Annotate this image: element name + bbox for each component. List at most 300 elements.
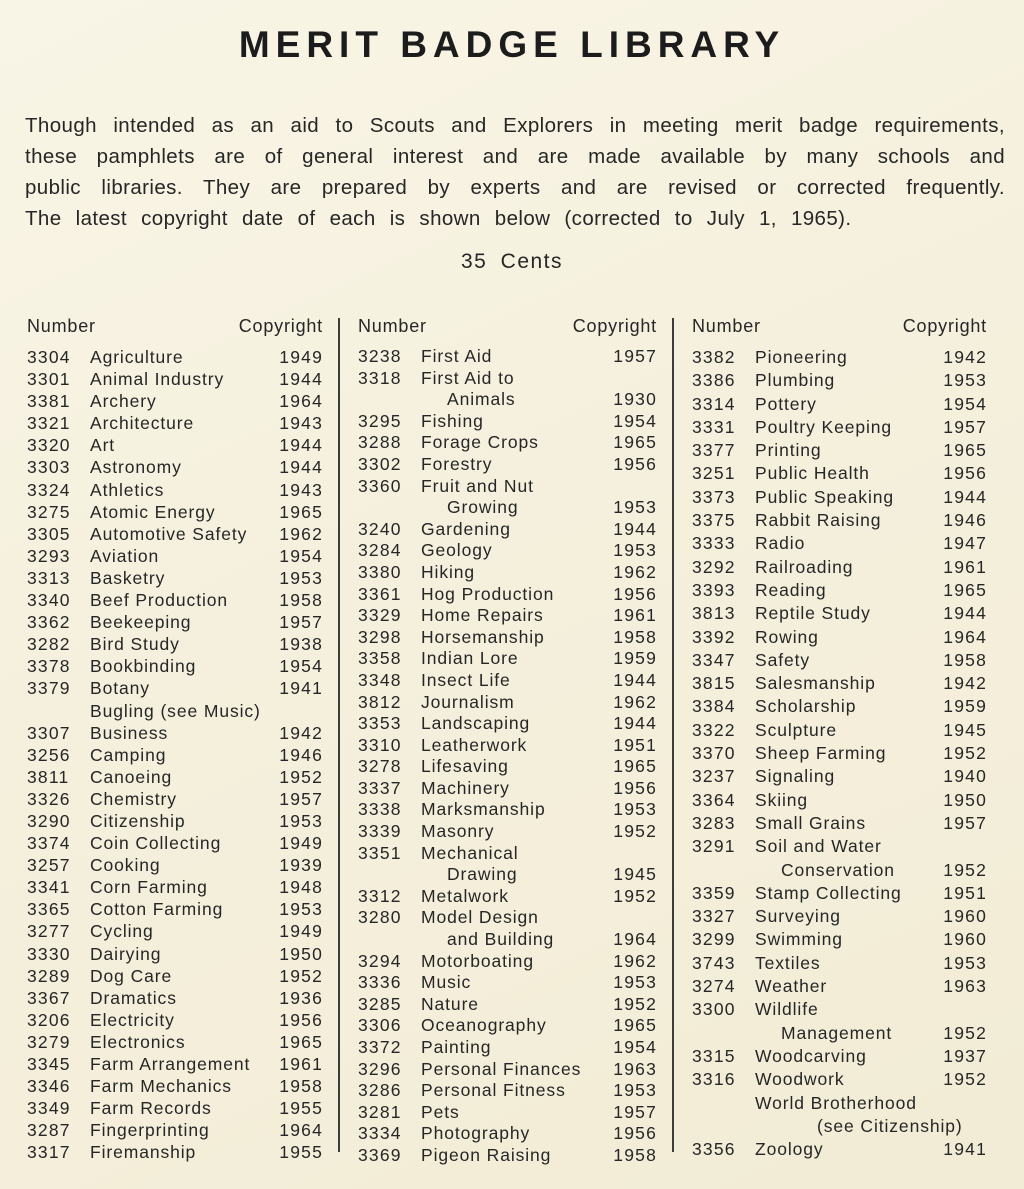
badge-name: Conservation [781,859,895,880]
badge-number [358,389,421,411]
badge-number: 3338 [358,799,402,820]
table-row [692,439,987,462]
price-label: 35 Cents [460,250,564,273]
badge-year: 1941 [279,678,323,699]
badge-year: 1962 [613,950,657,971]
table-row [692,579,987,602]
badge-year: 1930 [613,389,657,410]
table-row [27,700,323,722]
column-header-number: Number [692,316,761,336]
badge-year: 1953 [613,1080,657,1101]
badge-year: 1951 [943,882,987,903]
badge-number: 3348 [358,669,402,690]
table-row [692,765,987,788]
badge-name: Bird Study [90,634,180,655]
table-row [692,346,987,369]
table-row [358,432,657,454]
badge-year: 1950 [279,943,323,964]
table-row [358,389,657,411]
badge-number [27,700,90,722]
badge-number: 3288 [358,432,402,453]
badge-year: 1942 [943,673,987,694]
badge-year: 1949 [279,347,323,367]
badge-number: 3360 [358,475,402,496]
badge-name: Farm Records [90,1098,212,1119]
badge-number: 3347 [692,649,736,670]
badge-year: 1952 [613,993,657,1014]
badge-year: 1944 [943,486,987,507]
badge-year: 1944 [279,369,323,390]
page-title: MERIT BADGE LIBRARY [238,24,786,65]
badge-name: Motorboating [421,950,534,971]
badge-number [692,1115,755,1138]
badge-number: 3320 [27,435,71,456]
badge-year: 1965 [943,440,987,461]
badge-year: 1965 [943,579,987,600]
table-row [692,812,987,835]
badge-number: 3237 [692,766,736,787]
badge-year: 1951 [613,734,657,755]
table-row [358,519,657,541]
badge-number: 3373 [692,486,736,507]
badge-name: Botany [90,678,150,699]
badge-year: 1965 [279,501,323,522]
badge-name: Drawing [447,864,518,885]
badge-name: Pigeon Raising [421,1144,552,1165]
badge-number: 3278 [358,756,402,777]
column-header-number: Number [27,316,96,336]
badge-name: Textiles [755,952,821,973]
badge-number: 3292 [692,556,736,577]
badge-year: 1953 [613,497,657,518]
table-row [27,655,323,677]
table-row [358,821,657,843]
table-row [27,523,323,545]
badge-name: Gardening [421,518,511,539]
badge-year: 1956 [279,1009,323,1030]
badge-name: Dairying [90,943,162,964]
badge-number: 3330 [27,943,71,964]
badge-year: 1952 [279,766,323,787]
badge-name: Sculpture [755,719,838,740]
badge-name: Music [421,972,472,993]
table-row [692,602,987,625]
table-row [692,998,987,1021]
badge-year: 1957 [279,612,323,633]
column-rows [27,346,323,1163]
badge-number: 3315 [692,1045,736,1066]
badge-name: Model Design [421,907,539,928]
badge-number: 3301 [27,369,71,390]
table-row [358,476,657,498]
badge-name: Athletics [90,479,165,500]
badge-year: 1944 [613,518,657,539]
badge-name: Cotton Farming [90,899,224,920]
badge-number: 3380 [358,561,402,582]
badge-name: Reptile Study [755,603,871,624]
table-row [692,1092,987,1115]
table-row [692,882,987,905]
badge-name: Rowing [755,626,819,647]
badge-number [692,1022,755,1045]
badge-number: 3284 [358,540,402,561]
table-row [27,898,323,920]
badge-name: Railroading [755,556,854,577]
table-row [27,589,323,611]
badge-year: 1952 [943,1069,987,1090]
table-row [358,756,657,778]
badge-number: 3275 [27,501,71,522]
badge-number: 3362 [27,612,71,633]
badge-name: Coin Collecting [90,833,222,854]
badge-number: 3299 [692,929,736,950]
badge-name: First Aid to [421,367,515,388]
badge-year: 1944 [279,457,323,478]
badge-year: 1937 [943,1045,987,1066]
badge-year: 1959 [613,648,657,669]
table-row [692,928,987,951]
table-row [358,497,657,519]
badge-year: 1954 [279,656,323,677]
badge-number [692,859,755,882]
table-row [358,584,657,606]
badge-year: 1952 [943,859,987,880]
badge-year: 1954 [613,1037,657,1057]
badge-number: 3374 [27,833,71,854]
badge-number: 3240 [358,518,402,539]
badge-number: 3304 [27,347,71,367]
badge-number: 3293 [27,545,71,566]
badge-name: Firemanship [90,1142,197,1163]
badge-year: 1958 [613,1144,657,1165]
badge-year: 1964 [279,1120,323,1141]
badge-name: Bookbinding [90,656,197,677]
badge-year: 1953 [279,810,323,831]
badge-year: 1960 [943,929,987,950]
badge-number: 3256 [27,744,71,765]
badge-name: Astronomy [90,457,182,478]
badge-number: 3295 [358,410,402,431]
badge-year: 1965 [613,756,657,777]
table-row [692,719,987,742]
badge-name: Pioneering [755,347,848,367]
badge-number: 3377 [692,440,736,461]
badge-year: 1953 [943,952,987,973]
badge-name: Machinery [421,777,510,798]
badge-name: Public Speaking [755,486,894,507]
badge-number: 3378 [27,656,71,677]
badge-year: 1952 [943,743,987,764]
badge-number: 3333 [692,533,736,554]
table-row [358,454,657,476]
badge-year: 1964 [943,626,987,647]
badge-name: Cooking [90,855,161,876]
badge-number: 3277 [27,921,71,942]
badge-year: 1946 [943,510,987,531]
badge-year: 1953 [279,567,323,588]
badge-year: 1952 [943,1022,987,1043]
badge-year: 1949 [279,921,323,942]
table-row [692,1045,987,1068]
column-rows [692,346,987,1161]
badge-number: 3316 [692,1069,736,1090]
badge-number: 3353 [358,713,402,734]
badge-number: 3356 [692,1139,736,1160]
table-row [358,540,657,562]
badge-name: Landscaping [421,713,531,734]
table-row [27,1009,323,1031]
badge-number: 3359 [692,882,736,903]
badge-number: 3310 [358,734,402,755]
badge-name: Insect Life [421,669,511,690]
table-row [358,886,657,908]
table-row [692,859,987,882]
badge-name: Pottery [755,393,817,414]
badge-name: Reading [755,579,827,600]
table-row [27,346,323,368]
table-row [358,346,657,368]
badge-year: 1965 [613,1015,657,1036]
table-row [27,479,323,501]
badge-year: 1954 [613,410,657,431]
badge-year: 1945 [943,719,987,740]
table-row [27,1141,323,1163]
table-row [27,677,323,699]
badge-year: 1945 [613,864,657,885]
intro-line: The latest copyright date of each is shown below (corrected to July 1, 1965). [25,207,852,230]
table-row [692,626,987,649]
table-row [27,788,323,810]
column-header-copyright: Copyright [238,316,323,336]
table-column-right [674,316,1024,1161]
table-row [692,695,987,718]
table-row [692,509,987,532]
badge-number: 3286 [358,1080,402,1101]
badge-year: 1961 [279,1054,323,1074]
badge-year: 1958 [279,590,323,611]
badge-name: Surveying [755,906,841,927]
table-row [27,567,323,589]
badge-year [605,907,657,929]
badge-year: 1948 [279,877,323,898]
badge-name: Oceanography [421,1015,547,1036]
badge-year: 1952 [613,885,657,906]
badge-name: Citizenship [90,810,186,831]
badge-table [0,316,1024,1167]
badge-year: 1944 [613,713,657,734]
badge-name: Corn Farming [90,877,208,898]
badge-number [692,1092,755,1115]
badge-year: 1946 [279,744,323,765]
table-row [692,416,987,439]
badge-number: 3312 [358,885,402,906]
table-row [27,390,323,412]
badge-name: Personal Finances [421,1058,582,1079]
badge-year [605,368,657,390]
table-row [692,1138,987,1161]
badge-number: 3393 [692,579,736,600]
badge-name: Bugling (see Music) [90,700,261,721]
badge-name: Fruit and Nut [421,475,534,496]
table-row [27,965,323,987]
badge-name: Electronics [90,1031,186,1052]
badge-number: 3291 [692,836,736,857]
badge-year: 1963 [943,976,987,997]
badge-number: 3392 [692,626,736,647]
badge-year: 1941 [943,1139,987,1160]
badge-number: 3815 [692,673,736,694]
table-row [27,1075,323,1097]
badge-name: Lifesaving [421,756,509,777]
badge-number: 3274 [692,976,736,997]
badge-name: Farm Mechanics [90,1076,232,1097]
badge-number: 3337 [358,777,402,798]
badge-year: 1952 [613,821,657,842]
intro-line: public libraries. They are prepared by experts and are revised or corrected frequently. [25,176,1005,199]
badge-number: 3238 [358,346,402,366]
badge-year: 1956 [613,1123,657,1144]
badge-name: Journalism [421,691,515,712]
table-row [692,532,987,555]
badge-year: 1957 [943,416,987,437]
table-row [358,1059,657,1081]
badge-name: Dog Care [90,965,173,986]
badge-year: 1955 [279,1098,323,1119]
table-row [27,456,323,478]
table-row [27,501,323,523]
badge-name: Woodcarving [755,1045,867,1066]
table-row [27,987,323,1009]
badge-number: 3257 [27,855,71,876]
badge-year: 1958 [279,1076,323,1097]
badge-number: 3334 [358,1123,402,1144]
table-row [27,633,323,655]
badge-year: 1953 [943,370,987,391]
column-rows [358,346,657,1167]
badge-name: Safety [755,649,811,670]
badge-name: Horsemanship [421,626,545,647]
badge-name: Agriculture [90,347,184,367]
table-row [358,605,657,627]
badge-number: 3324 [27,479,71,500]
table-row [692,835,987,858]
table-row [692,649,987,672]
badge-name: Electricity [90,1009,175,1030]
badge-year: 1953 [613,540,657,561]
badge-number: 3290 [27,810,71,831]
table-row [27,545,323,567]
badge-year: 1956 [613,583,657,604]
badge-name: Nature [421,993,479,1014]
badge-number: 3294 [358,950,402,971]
badge-number: 3812 [358,691,402,712]
column-divider [672,318,674,1152]
badge-number: 3279 [27,1031,71,1052]
badge-year: 1958 [613,626,657,647]
table-row [358,907,657,929]
badge-year: 1957 [279,788,323,809]
badge-year: 1944 [943,603,987,624]
badge-year: 1964 [279,391,323,412]
badge-name: Swimming [755,929,843,950]
table-row [27,920,323,942]
table-row [27,368,323,390]
badge-number: 3386 [692,370,736,391]
table-row [358,951,657,973]
badge-number: 3345 [27,1054,71,1074]
badge-number: 3322 [692,719,736,740]
table-row [358,994,657,1016]
table-row [358,1123,657,1145]
table-row [27,611,323,633]
table-row [692,1022,987,1045]
badge-year: 1954 [943,393,987,414]
badge-name: Chemistry [90,788,177,809]
badge-name: Personal Fitness [421,1080,566,1101]
badge-number: 3326 [27,788,71,809]
badge-name: Mechanical [421,842,519,863]
badge-number: 3296 [358,1058,402,1079]
table-row [358,627,657,649]
badge-name: Skiing [755,789,809,810]
badge-name: Painting [421,1037,492,1057]
table-row [358,1145,657,1167]
table-row [358,864,657,886]
badge-number [358,864,421,886]
badge-number: 3364 [692,789,736,810]
badge-number [358,929,421,951]
badge-year: 1960 [943,906,987,927]
badge-year: 1950 [943,789,987,810]
badge-name: Masonry [421,821,495,842]
badge-number: 3314 [692,393,736,414]
table-row [358,670,657,692]
badge-number: 3280 [358,907,402,928]
table-column-left [0,316,339,1163]
badge-number: 3339 [358,821,402,842]
table-row [27,832,323,854]
badge-name: Dramatics [90,987,177,1008]
table-column-middle [339,316,674,1167]
table-row [358,778,657,800]
column-header [27,316,323,337]
column-header-number: Number [358,316,427,336]
badge-number: 3381 [27,391,71,412]
badge-year: 1959 [943,696,987,717]
badge-name: Hog Production [421,583,555,604]
badge-year: 1961 [613,605,657,626]
badge-name: Forestry [421,453,493,474]
badge-year: 1955 [279,1142,323,1163]
badge-name: Poultry Keeping [755,416,893,437]
intro-line: these pamphlets are of general interest and are made available by many schools and [25,145,1005,168]
badge-year: 1957 [943,812,987,833]
badge-number: 3285 [358,993,402,1014]
badge-year [935,998,987,1021]
table-row [27,766,323,788]
badge-number: 3365 [27,899,71,920]
badge-year [271,700,323,722]
badge-name: Architecture [90,413,195,434]
badge-name: Scholarship [755,696,857,717]
table-row [27,876,323,898]
badge-name: Soil and Water [755,836,882,857]
badge-number: 3372 [358,1037,402,1057]
table-row [692,975,987,998]
badge-name: Leatherwork [421,734,528,755]
badge-year [605,843,657,865]
badge-name: Home Repairs [421,605,544,626]
